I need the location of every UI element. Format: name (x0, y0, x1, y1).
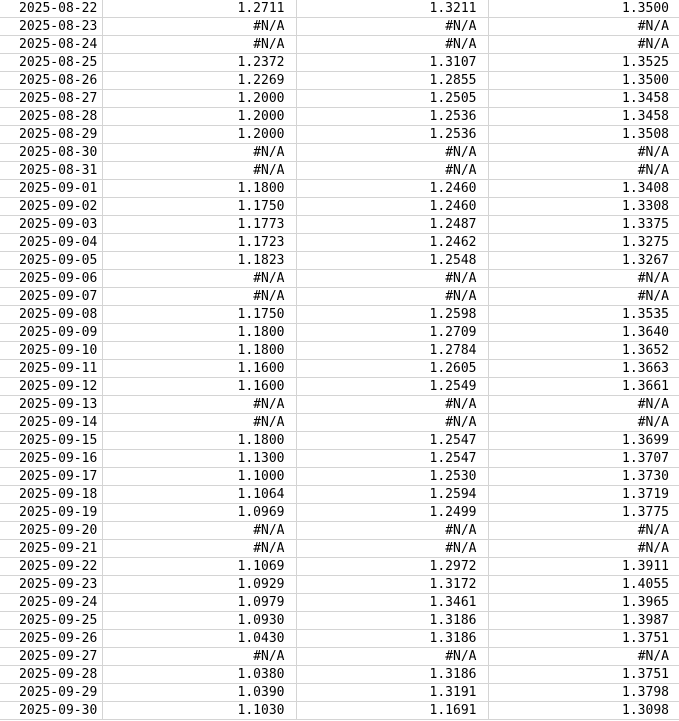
value-cell-c[interactable]: #N/A (296, 414, 488, 432)
value-cell-d[interactable]: 1.3640 (488, 324, 679, 342)
value-cell-b[interactable]: #N/A (102, 18, 296, 36)
table-row (0, 558, 679, 576)
value-cell-c[interactable]: 1.3211 (296, 0, 488, 18)
date-cell[interactable]: 2025-09-03 (0, 216, 102, 234)
value-cell-b[interactable]: 1.0979 (102, 594, 296, 612)
value-cell-d[interactable]: 1.3987 (488, 612, 679, 630)
value-cell-d[interactable]: #N/A (488, 270, 679, 288)
date-cell[interactable]: 2025-09-30 (0, 702, 102, 720)
table-row (0, 486, 679, 504)
table-row (0, 252, 679, 270)
value-cell-c[interactable]: 1.2709 (296, 324, 488, 342)
date-cell[interactable]: 2025-09-04 (0, 234, 102, 252)
value-cell-c[interactable]: 1.3107 (296, 54, 488, 72)
date-cell[interactable]: 2025-09-18 (0, 486, 102, 504)
table-row (0, 666, 679, 684)
date-cell[interactable]: 2025-09-10 (0, 342, 102, 360)
value-cell-b[interactable]: 1.1000 (102, 468, 296, 486)
value-cell-d[interactable]: #N/A (488, 18, 679, 36)
value-cell-c[interactable]: 1.2536 (296, 126, 488, 144)
table-row (0, 612, 679, 630)
value-cell-d[interactable]: 1.3508 (488, 126, 679, 144)
value-cell-d[interactable]: 1.3408 (488, 180, 679, 198)
value-cell-c[interactable]: 1.2536 (296, 108, 488, 126)
value-cell-c[interactable]: 1.1691 (296, 702, 488, 720)
value-cell-d[interactable]: 1.3652 (488, 342, 679, 360)
table-row (0, 414, 679, 432)
value-cell-b[interactable]: 1.1773 (102, 216, 296, 234)
value-cell-d[interactable]: 1.3707 (488, 450, 679, 468)
value-cell-c[interactable]: 1.2547 (296, 450, 488, 468)
table-row (0, 432, 679, 450)
value-cell-d[interactable]: #N/A (488, 522, 679, 540)
value-cell-d[interactable]: 1.3535 (488, 306, 679, 324)
value-cell-d[interactable]: 1.3458 (488, 90, 679, 108)
value-cell-d[interactable]: 1.4055 (488, 576, 679, 594)
value-cell-c[interactable]: 1.2548 (296, 252, 488, 270)
value-cell-d[interactable]: 1.3751 (488, 630, 679, 648)
value-cell-b[interactable]: 1.2711 (102, 0, 296, 18)
date-cell[interactable]: 2025-09-24 (0, 594, 102, 612)
value-cell-d[interactable]: 1.3699 (488, 432, 679, 450)
value-cell-d[interactable]: #N/A (488, 36, 679, 54)
value-cell-b[interactable]: 1.2000 (102, 108, 296, 126)
table-row (0, 522, 679, 540)
table-row (0, 630, 679, 648)
table-row (0, 684, 679, 702)
value-cell-b[interactable]: 1.1800 (102, 342, 296, 360)
value-cell-b[interactable]: 1.2372 (102, 54, 296, 72)
table-row (0, 270, 679, 288)
value-cell-d[interactable]: #N/A (488, 162, 679, 180)
date-cell[interactable]: 2025-09-06 (0, 270, 102, 288)
value-cell-c[interactable]: 1.2530 (296, 468, 488, 486)
value-cell-c[interactable]: 1.3172 (296, 576, 488, 594)
value-cell-c[interactable]: 1.2549 (296, 378, 488, 396)
value-cell-c[interactable]: #N/A (296, 396, 488, 414)
value-cell-d[interactable]: 1.3458 (488, 108, 679, 126)
value-cell-c[interactable]: 1.2784 (296, 342, 488, 360)
value-cell-b[interactable]: 1.0430 (102, 630, 296, 648)
date-cell[interactable]: 2025-09-17 (0, 468, 102, 486)
value-cell-b[interactable]: 1.1800 (102, 324, 296, 342)
table-row (0, 504, 679, 522)
value-cell-d[interactable]: 1.3500 (488, 72, 679, 90)
date-cell[interactable]: 2025-09-26 (0, 630, 102, 648)
value-cell-b[interactable]: 1.1750 (102, 306, 296, 324)
table-row (0, 468, 679, 486)
date-cell[interactable]: 2025-09-13 (0, 396, 102, 414)
value-cell-c[interactable]: #N/A (296, 288, 488, 306)
table-row (0, 648, 679, 666)
value-cell-d[interactable]: 1.3730 (488, 468, 679, 486)
value-cell-b[interactable]: 1.0380 (102, 666, 296, 684)
date-cell[interactable]: 2025-09-27 (0, 648, 102, 666)
value-cell-b[interactable]: 1.0930 (102, 612, 296, 630)
value-cell-c[interactable]: 1.2499 (296, 504, 488, 522)
value-cell-c[interactable]: 1.3461 (296, 594, 488, 612)
value-cell-c[interactable]: 1.2487 (296, 216, 488, 234)
table-row (0, 360, 679, 378)
table-row (0, 18, 679, 36)
value-cell-b[interactable]: 1.1823 (102, 252, 296, 270)
value-cell-d[interactable]: 1.3525 (488, 54, 679, 72)
table-row (0, 0, 679, 18)
value-cell-b[interactable]: #N/A (102, 648, 296, 666)
date-cell[interactable]: 2025-09-05 (0, 252, 102, 270)
table-row (0, 126, 679, 144)
date-cell[interactable]: 2025-08-31 (0, 162, 102, 180)
table-row (0, 234, 679, 252)
date-cell[interactable]: 2025-09-16 (0, 450, 102, 468)
value-cell-b[interactable]: 1.0969 (102, 504, 296, 522)
date-cell[interactable]: 2025-08-28 (0, 108, 102, 126)
table-row (0, 36, 679, 54)
date-cell[interactable]: 2025-08-29 (0, 126, 102, 144)
value-cell-b[interactable]: 1.1800 (102, 432, 296, 450)
date-cell[interactable]: 2025-09-23 (0, 576, 102, 594)
value-cell-c[interactable]: 1.2598 (296, 306, 488, 324)
value-cell-b[interactable]: #N/A (102, 288, 296, 306)
table-row (0, 378, 679, 396)
date-cell[interactable]: 2025-09-22 (0, 558, 102, 576)
value-cell-d[interactable]: 1.3965 (488, 594, 679, 612)
value-cell-b[interactable]: #N/A (102, 144, 296, 162)
value-cell-c[interactable]: #N/A (296, 540, 488, 558)
table-row (0, 216, 679, 234)
value-cell-b[interactable]: #N/A (102, 36, 296, 54)
value-cell-c[interactable]: #N/A (296, 648, 488, 666)
date-cell[interactable]: 2025-09-20 (0, 522, 102, 540)
value-cell-b[interactable]: 1.2000 (102, 126, 296, 144)
value-cell-d[interactable]: #N/A (488, 396, 679, 414)
date-cell[interactable]: 2025-09-12 (0, 378, 102, 396)
date-cell[interactable]: 2025-08-23 (0, 18, 102, 36)
table-row (0, 108, 679, 126)
value-cell-c[interactable]: 1.2605 (296, 360, 488, 378)
value-cell-d[interactable]: 1.3375 (488, 216, 679, 234)
value-cell-b[interactable]: 1.1064 (102, 486, 296, 504)
date-cell[interactable]: 2025-08-22 (0, 0, 102, 18)
table-row (0, 72, 679, 90)
value-cell-c[interactable]: #N/A (296, 270, 488, 288)
value-cell-b[interactable]: 1.1723 (102, 234, 296, 252)
date-cell[interactable]: 2025-09-11 (0, 360, 102, 378)
table-row (0, 702, 679, 720)
table-row (0, 144, 679, 162)
table-row (0, 540, 679, 558)
date-cell[interactable]: 2025-09-14 (0, 414, 102, 432)
value-cell-c[interactable]: 1.2462 (296, 234, 488, 252)
value-cell-d[interactable]: 1.3275 (488, 234, 679, 252)
value-cell-b[interactable]: 1.2000 (102, 90, 296, 108)
table-row (0, 396, 679, 414)
value-cell-b[interactable]: 1.0929 (102, 576, 296, 594)
date-cell[interactable]: 2025-08-26 (0, 72, 102, 90)
value-cell-b[interactable]: #N/A (102, 540, 296, 558)
table-row (0, 306, 679, 324)
table-row (0, 450, 679, 468)
value-cell-b[interactable]: 1.1750 (102, 198, 296, 216)
value-cell-d[interactable]: #N/A (488, 414, 679, 432)
date-cell[interactable]: 2025-09-08 (0, 306, 102, 324)
date-cell[interactable]: 2025-09-29 (0, 684, 102, 702)
value-cell-c[interactable]: 1.3191 (296, 684, 488, 702)
date-cell[interactable]: 2025-09-15 (0, 432, 102, 450)
date-cell[interactable]: 2025-09-09 (0, 324, 102, 342)
value-cell-b[interactable]: 1.1800 (102, 180, 296, 198)
value-cell-b[interactable]: 1.2269 (102, 72, 296, 90)
table-row (0, 288, 679, 306)
table-row (0, 180, 679, 198)
date-cell[interactable]: 2025-08-30 (0, 144, 102, 162)
value-cell-d[interactable]: #N/A (488, 540, 679, 558)
value-cell-d[interactable]: 1.3719 (488, 486, 679, 504)
table-row (0, 198, 679, 216)
date-cell[interactable]: 2025-09-21 (0, 540, 102, 558)
value-cell-c[interactable]: 1.2594 (296, 486, 488, 504)
table-row (0, 342, 679, 360)
value-cell-c[interactable]: 1.2460 (296, 180, 488, 198)
value-cell-b[interactable]: 1.1300 (102, 450, 296, 468)
date-cell[interactable]: 2025-09-01 (0, 180, 102, 198)
table-row (0, 576, 679, 594)
value-cell-c[interactable]: #N/A (296, 162, 488, 180)
date-cell[interactable]: 2025-08-27 (0, 90, 102, 108)
table-row (0, 54, 679, 72)
value-cell-b[interactable]: 1.1069 (102, 558, 296, 576)
table-row (0, 90, 679, 108)
value-cell-c[interactable]: 1.3186 (296, 630, 488, 648)
value-cell-d[interactable]: 1.3661 (488, 378, 679, 396)
value-cell-d[interactable]: #N/A (488, 648, 679, 666)
date-cell[interactable]: 2025-09-28 (0, 666, 102, 684)
value-cell-d[interactable]: 1.3775 (488, 504, 679, 522)
value-cell-d[interactable]: 1.3798 (488, 684, 679, 702)
value-cell-c[interactable]: 1.2460 (296, 198, 488, 216)
value-cell-b[interactable]: 1.0390 (102, 684, 296, 702)
table-row (0, 594, 679, 612)
value-cell-c[interactable]: #N/A (296, 36, 488, 54)
date-cell[interactable]: 2025-09-02 (0, 198, 102, 216)
value-cell-d[interactable]: 1.3911 (488, 558, 679, 576)
value-cell-c[interactable]: 1.3186 (296, 666, 488, 684)
value-cell-c[interactable]: 1.2972 (296, 558, 488, 576)
date-cell[interactable]: 2025-08-24 (0, 36, 102, 54)
value-cell-b[interactable]: #N/A (102, 522, 296, 540)
date-cell[interactable]: 2025-09-25 (0, 612, 102, 630)
value-cell-c[interactable]: 1.2547 (296, 432, 488, 450)
value-cell-c[interactable]: #N/A (296, 18, 488, 36)
value-cell-d[interactable]: 1.3308 (488, 198, 679, 216)
value-cell-d[interactable]: #N/A (488, 144, 679, 162)
value-cell-c[interactable]: #N/A (296, 522, 488, 540)
value-cell-b[interactable]: 1.1600 (102, 360, 296, 378)
value-cell-b[interactable]: 1.1600 (102, 378, 296, 396)
table-row (0, 162, 679, 180)
date-cell[interactable]: 2025-09-07 (0, 288, 102, 306)
table-row (0, 324, 679, 342)
value-cell-c[interactable]: 1.3186 (296, 612, 488, 630)
value-cell-d[interactable]: 1.3751 (488, 666, 679, 684)
value-cell-d[interactable]: 1.3500 (488, 0, 679, 18)
value-cell-b[interactable]: #N/A (102, 414, 296, 432)
date-cell[interactable]: 2025-09-19 (0, 504, 102, 522)
value-cell-b[interactable]: #N/A (102, 396, 296, 414)
value-cell-d[interactable]: 1.3267 (488, 252, 679, 270)
date-cell[interactable]: 2025-08-25 (0, 54, 102, 72)
value-cell-c[interactable]: 1.2505 (296, 90, 488, 108)
value-cell-c[interactable]: #N/A (296, 144, 488, 162)
value-cell-d[interactable]: 1.3098 (488, 702, 679, 720)
value-cell-b[interactable]: #N/A (102, 162, 296, 180)
value-cell-d[interactable]: #N/A (488, 288, 679, 306)
value-cell-b[interactable]: #N/A (102, 270, 296, 288)
value-cell-b[interactable]: 1.1030 (102, 702, 296, 720)
value-cell-d[interactable]: 1.3663 (488, 360, 679, 378)
value-cell-c[interactable]: 1.2855 (296, 72, 488, 90)
